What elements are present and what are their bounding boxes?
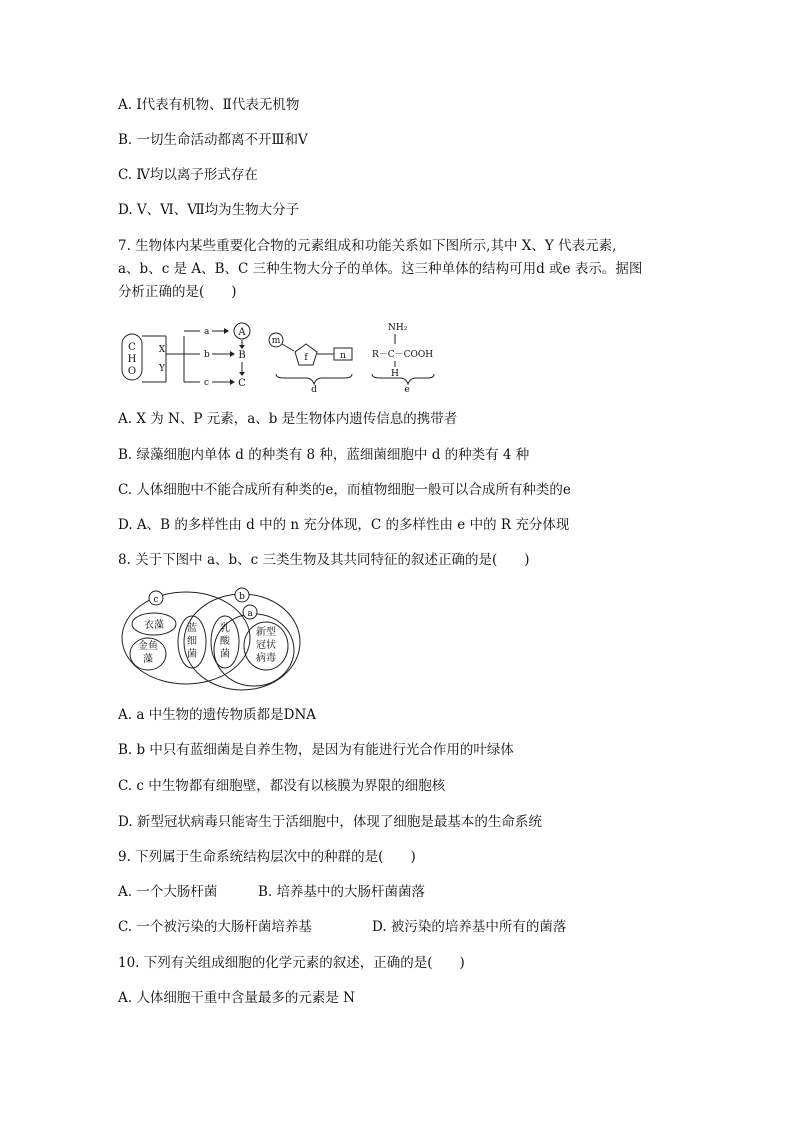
q9-option-a: A. 一个大肠杆菌 (118, 884, 218, 900)
organism-chlamydomonas: 衣藻 (144, 620, 164, 631)
q6-option-c: C. Ⅳ均以离子形式存在 (118, 167, 258, 183)
q10-stem: 10. 下列有关组成细胞的化学元素的叙述，正确的是( ) (118, 955, 465, 971)
q7-option-d: D. A、B 的多样性由 d 中的 n 充分体现，C 的多样性由 e 中的 R 充分体现 (118, 517, 570, 533)
q6-option-b: B. 一切生命活动都离不开Ⅲ和Ⅴ (118, 132, 308, 148)
q7-stem-line-3: 分析正确的是( ) (118, 284, 237, 300)
organism-lactobacillus: 乳酸菌 (220, 623, 230, 660)
element-h: H (127, 354, 137, 365)
q10-option-a: A. 人体细胞干重中含量最多的元素是 N (118, 990, 355, 1006)
organism-novel-coronavirus: 新型冠状病毒 (256, 627, 276, 664)
venn-label-a: a (247, 609, 253, 619)
q8-venn-figure (118, 584, 308, 694)
q7-stem-line-2: a、b、c 是 A、B、C 三种生物大分子的单体。这三种单体的结构可用d 或e 表示。据图 (118, 261, 643, 277)
organism-cyanobacteria: 蓝细菌 (187, 623, 197, 660)
nucleotide-phosphate-m: m (271, 336, 281, 346)
venn-label-b: b (239, 592, 245, 602)
q6-option-d: D. Ⅴ、Ⅵ、Ⅶ均为生物大分子 (118, 202, 300, 218)
q8-option-b: B. b 中只有蓝细菌是自养生物，是因为有能进行光合作用的叶绿体 (118, 742, 514, 758)
monomer-c: c (204, 378, 210, 388)
macromolecule-c: C (238, 378, 246, 389)
q8-option-a: A. a 中生物的遗传物质都是DNA (118, 707, 317, 723)
macromolecule-a: A (238, 327, 246, 338)
q8-option-c: C. c 中生物都有细胞壁，都没有以核膜为界限的细胞核 (118, 778, 446, 794)
amino-acid-label-e: e (404, 385, 410, 394)
nucleotide-base-n: n (340, 351, 346, 361)
q6-option-a: A. Ⅰ代表有机物、Ⅱ代表无机物 (118, 97, 300, 113)
q7-figure (118, 318, 448, 394)
nucleotide-sugar-f: f (304, 353, 308, 363)
element-y-label: Y (159, 364, 165, 374)
q7-option-a: A. X 为 N、P 元素，a、b 是生物体内遗传信息的携带者 (118, 411, 458, 427)
element-o: O (127, 366, 137, 377)
q7-option-b: B. 绿藻细胞内单体 d 的种类有 8 种，蓝细菌细胞中 d 的种类有 4 种 (118, 447, 530, 463)
amino-acid-h: H (391, 369, 399, 379)
q9-option-c: C. 一个被污染的大肠杆菌培养基 (118, 919, 312, 935)
q9-option-d: D. 被污染的培养基中所有的菌落 (372, 919, 567, 935)
element-x-label: X (158, 345, 166, 355)
amino-group: NH₂ (388, 323, 408, 333)
q7-option-c: C. 人体细胞中不能合成所有种类的e，而植物细胞一般可以合成所有种类的e (118, 482, 571, 498)
element-c: C (128, 342, 136, 353)
monomer-b: b (204, 350, 210, 360)
organism-hornwort: 金鱼藻 (138, 641, 158, 665)
venn-label-c: c (153, 595, 159, 605)
q8-stem: 8. 关于下图中 a、b、c 三类生物及其共同特征的叙述正确的是( ) (118, 552, 530, 568)
q7-stem-line-1: 7. 生物体内某些重要化合物的元素组成和功能关系如下图所示,其中 X、Y 代表元素, (118, 238, 617, 254)
q8-option-d: D. 新型冠状病毒只能寄生于活细胞中，体现了细胞是最基本的生命系统 (118, 814, 542, 830)
q9-stem: 9. 下列属于生命系统结构层次中的种群的是( ) (118, 849, 416, 865)
nucleotide-label-d: d (311, 385, 317, 394)
q9-option-b: B. 培养基中的大肠杆菌菌落 (258, 884, 426, 900)
monomer-a: a (204, 327, 210, 337)
amino-acid-formula: R－C－COOH (372, 350, 434, 360)
macromolecule-b: B (238, 350, 246, 361)
